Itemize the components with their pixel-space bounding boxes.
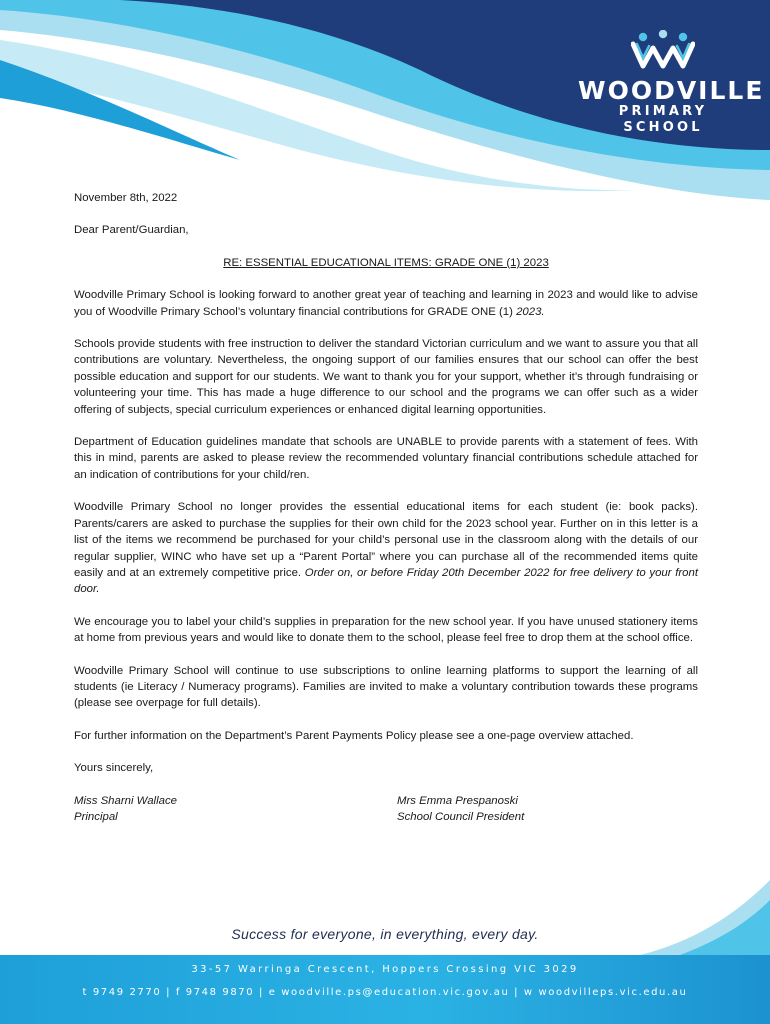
- footer-address: 33-57 Warringa Crescent, Hoppers Crossing VIC 3029: [191, 964, 579, 975]
- school-subtitle: PRIMARY SCHOOL: [618, 104, 708, 135]
- paragraph-1-text: Woodville Primary School is looking forward to another great year of teaching and learning in 2023 and would like to advise you of Woodville Primary School’s voluntary financial contributions for GRADE ONE (1): [74, 289, 698, 318]
- signatory-council-president: [397, 793, 524, 826]
- letter-subject: RE: ESSENTIAL EDUCATIONAL ITEMS: GRADE ONE (1) 2023: [223, 256, 549, 269]
- signatory-title: Principal: [74, 810, 118, 823]
- school-logo: [578, 30, 765, 136]
- school-name: WOODVILLE: [578, 76, 765, 105]
- signatory-title: School Council President: [397, 810, 525, 823]
- paragraph-1: [74, 287, 698, 320]
- paragraph-3: Department of Education guidelines mandate that schools are UNABLE to provide parents with a statement of fees. With this in mind, parents are asked to please review the recommended voluntary financial contributions schedule attached for an indication of contributions for your child/ren.: [74, 436, 698, 481]
- signatory-principal: [74, 793, 177, 826]
- signatory-name: Miss Sharni Wallace: [74, 794, 177, 807]
- paragraph-4-text: Woodville Primary School no longer provides the essential educational items for each student (ie: book packs). Parents/carers are asked to purchase the supplies for their own child for the 2023 school year. Further on in this letter is a list of the items we recommend be purchased for your child’s personal use in the classroom along with the details of our regular supplier, WINC who have set up a “Parent Portal” where you can purchase all of the recommended items quite easily and at an extremely competitive price.: [74, 501, 698, 579]
- paragraph-5: We encourage you to label your child’s supplies in preparation for the new school year. If you have unused stationery items at home from previous years and would like to donate them to the school, please feel free to drop them at the school office.: [74, 615, 698, 645]
- school-logo-icon: [631, 30, 695, 72]
- paragraph-4-italic: Order on, or before Friday 20th December 2022 for free delivery to your front door.: [74, 566, 698, 596]
- letter-body: [74, 190, 698, 833]
- letter-date: November 8th, 2022: [74, 192, 178, 204]
- paragraph-6: Woodville Primary School will continue to use subscriptions to online learning platforms to support the learning of all students (ie Literacy / Numeracy programs). Families are invited to make a voluntary contribution towards these programs (please see overpage for full details).: [74, 664, 698, 710]
- paragraph-2: Schools provide students with free instruction to deliver the standard Victorian curriculum and we want to assure you that all contributions are voluntary. Nevertheless, the ongoing support of our families ensures that our school can offer the best possible education and support for our students. We want to thank you for your support, whether it’s through fundraising or volunteering your time. This has made a huge difference to our school and the programs we can offer such as a wider offering of subjects, special curriculum experiences or enhanced digital learning opportunities.: [74, 338, 698, 416]
- closing: Yours sincerely,: [74, 762, 154, 775]
- paragraph-7: For further information on the Department’s Parent Payments Policy please see a one-page overview attached.: [74, 729, 634, 742]
- salutation: Dear Parent/Guardian,: [74, 224, 189, 237]
- paragraph-4: [74, 499, 698, 597]
- paragraph-1-italic: 2023.: [516, 305, 545, 318]
- signatory-name: Mrs Emma Prespanoski: [397, 794, 518, 807]
- signature-block: [74, 793, 698, 833]
- school-slogan: Success for everyone, in everything, every day.: [231, 926, 539, 942]
- footer-contact: t 9749 2770 | f 9748 9870 | e woodville.ps@education.vic.gov.au | w woodvilleps.vic.edu.au: [82, 987, 688, 998]
